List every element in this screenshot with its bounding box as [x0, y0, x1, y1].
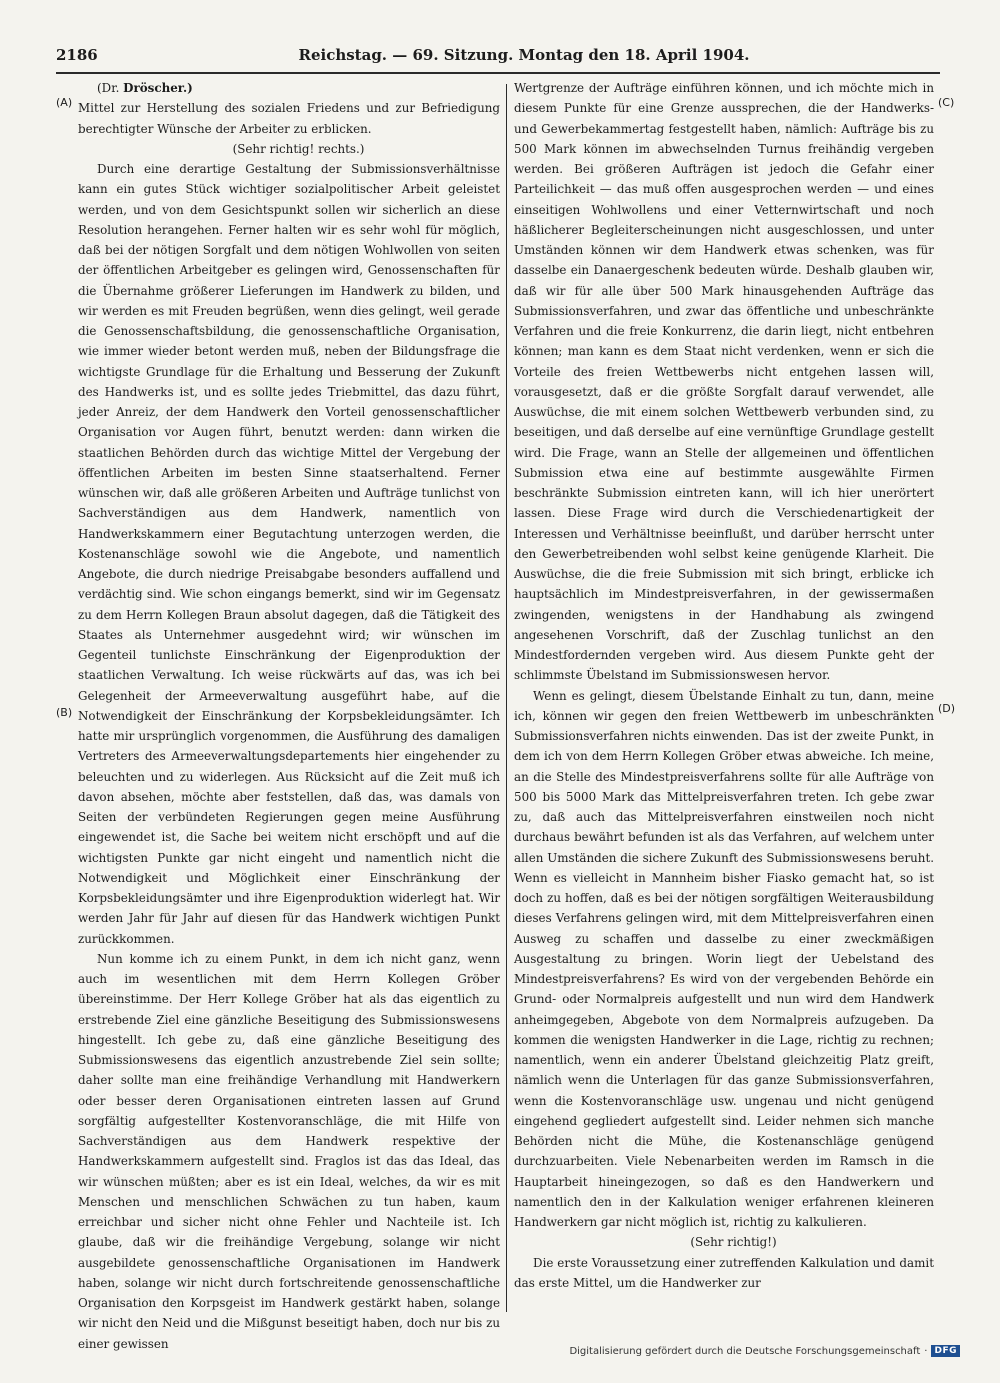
footer-credit: [569, 1343, 960, 1359]
speaker-name: Dröscher.): [123, 81, 193, 95]
paragraph: Wenn es gelingt, diesem Übelstande Einhalt zu tun, dann, meine ich, können wir gegen den freien Wettbewerb im unbeschränkten Submissionsverfahren nichts einwenden. Das ist der zweite Punkt, in dem ich von dem Herrn Kollegen Gröber etwas abweiche. Ich meine, an die Stelle des Mindestpreisverfahrens sollte für alle Aufträge von 500 bis 5000 Mark das Mittelpreisverfahren treten. Ich gebe zwar zu, daß auch das Mittelpreisverfahren einstweilen noch nicht durchaus bewährt befunden ist als das Verfahren, auf welchem unter allen Umständen die sichere Zukunft des Submissionswesens beruht. Wenn es vielleicht in Mannheim bisher Fiasko gemacht hat, so ist doch zu hoffen, daß es bei der nötigen sorgfältigen Weiterausbildung dieses Verfahrens gelingen wird, mit dem Mittelpreisverfahren einen Ausweg zu schaffen und dasselbe zu einer zweckmäßigen Ausgestaltung zu bringen. Worin liegt der Uebelstand des Mindestpreisverfahrens? Es wird von der vergebenden Behörde ein Grund- oder Normalpreis aufgestellt und nun wird dem Handwerk anheimgegeben, Abgebote von dem Normalpreis aufzugeben. Da kommen die wenigsten Handwerker in die Lage, richtig zu rechnen; namentlich, wenn ein anderer Übelstand gleichzeitig Platz greift, nämlich wenn die Unterlagen für das ganze Submissionsverfahren, wenn die Kostenvoranschläge usw. ungenau und nicht genügend eingehend gegliedert aufgestellt sind. Leider nehmen sich manche Behörden nicht die Mühe, die Kostenanschläge genügend durchzuarbeiten. Viele Nebenarbeiten werden im Ramsch in die Hauptarbeit hineingezogen, so daß es den Handwerkern und namentlich den in der Kalkulation weniger erfahrenen kleineren Handwerkern gar nicht möglich ist, richtig zu kalkulieren.: [514, 688, 934, 1229]
page-header: [56, 46, 940, 70]
paragraph: Mittel zur Herstellung des sozialen Friedens und zur Befriedigung berechtigter Wünsche der Arbeiter zu erblicken.: [78, 101, 500, 136]
paragraph: Durch eine derartige Gestaltung der Submissionsverhältnisse kann ein gutes Stück wichtiger sozialpolitischer Arbeit geleistet werden, und von dem Gesichtspunkt sollen wir sicherlich an diese Resolution herangehen. Ferner halten wir es sehr wohl für möglich, daß bei der nötigen Sorgfalt und dem nötigen Wohlwollen von seiten der öffentlichen Arbeitgeber es gelingen wird, Genossenschaften für die Übernahme größerer Lieferungen im Handwerk zu bilden, und wir werden es mit Freuden begrüßen, wenn dies gelingt, weil gerade die Genossenschaftsbildung, die genossenschaftliche Organisation, wie immer wieder betont werden muß, neben der Bildungsfrage die wichtigste Grundlage für die Erhaltung und Besserung der Zukunft des Handwerks ist, und es sollte jedes Triebmittel, das dazu führt, jeder Anreiz, der dem Handwerk den Vorteil genossenschaftlicher Organisation vor Augen führt, benutzt werden: dann wirken die staatlichen Behörden durch das wichtige Mittel der Vergebung der öffentlichen Arbeiten im besten Sinne staatserhaltend. Ferner wünschen wir, daß alle größeren Arbeiten und Aufträge tunlichst von Sachverständigen aus dem Handwerk, namentlich von Handwerkskammern einer Begutachtung unterzogen werden, die Kostenanschläge sowohl wie die Angebote, und namentlich Angebote, die durch niedrige Preisabgabe besonders auffallend und verdächtig sind. Wie schon eingangs bemerkt, sind wir im Gegensatz zu dem Herrn Kollegen Braun absolut dagegen, daß die Tätigkeit des Staates als Unternehmer ausgedehnt wird; wir wünschen im Gegenteil tunlichste Einschränkung der Eigenproduktion der staatlichen Verwaltung. Ich weise rückwärts auf das, was ich bei Gelegenheit der Armeeverwaltung ausgeführt habe, auf die Notwendigkeit der Einschränkung der Korpsbekleidungsämter. Ich hatte mir ursprünglich vorgenommen, die Ausführung des damaligen Vertreters des Armeeverwaltungsdepartements hier eingehender zu beleuchten und zu widerlegen. Aus Rücksicht auf die Zeit muß ich davon absehen, möchte aber feststellen, daß das, was damals von Seiten der verbündeten Regierungen gegen meine Ausführung eingewendet ist, die Sache bei weitem nicht erschöpft und auf die wichtigsten Punkte gar nicht eingeht und namentlich nicht die Notwendigkeit und Möglichkeit einer Einschränkung der Korpsbekleidungsämter und ihre Eigenproduktion widerlegt hat. Wir werden Jahr für Jahr auf diesen für das Handwerk wichtigen Punkt zurückkommen.: [78, 162, 500, 946]
margin-marker-c: (C): [938, 96, 955, 109]
margin-marker-a: (A): [56, 96, 73, 109]
paragraph: Die erste Voraussetzung einer zutreffenden Kalkulation und damit das erste Mittel, um die Handwerker zur: [514, 1255, 934, 1290]
speaker-prefix: (Dr.: [97, 81, 124, 95]
footer-separator: ·: [924, 1345, 928, 1357]
speaker-label: [78, 78, 500, 98]
footer-text: Digitalisierung gefördert durch die Deutsche Forschungsgemeinschaft: [569, 1345, 921, 1357]
right-column: [514, 78, 934, 1314]
column-divider: [506, 84, 507, 1312]
dfg-logo: DFG: [931, 1345, 960, 1357]
interjection: (Sehr richtig! rechts.): [232, 141, 365, 156]
margin-marker-d: (D): [938, 702, 956, 715]
page-number: 2186: [56, 46, 98, 64]
left-column: [78, 78, 500, 1351]
paragraph: Wertgrenze der Aufträge einführen können, und ich möchte mich in diesem Punkte für eine Grenze aussprechen, die der Handwerks- und Gewerbekammertag festgestellt haben, nämlich: Aufträge bis zu 500 Mark können im abwechselnden Turnus freihändig vergeben werden. Bei größeren Aufträgen ist jedoch die Gefahr einer Parteilichkeit — das muß offen ausgesprochen werden — und eines einseitigen Wohlwollens und einer Vetternwirtschaft und noch häßlicherer Begleiterscheinungen nicht ausgeschlossen, und unter Umständen können wir dem Handwerk etwas schenken, was für dasselbe ein Danaergeschenk bedeuten würde. Deshalb glauben wir, daß wir für alle über 500 Mark hinausgehenden Aufträge das Submissionsverfahren, und zwar das öffentliche und unbeschränkte Verfahren und die freie Konkurrenz, die darin liegt, nicht entbehren können; man kann es dem Staat nicht verdenken, wenn er sich die Vorteile des freien Wettbewerbs nicht entgehen lassen will, vorausgesetzt, daß er die größte Sorgfalt darauf verwendet, alle Auswüchse, die mit einem solchen Wettbewerb verbunden sind, zu beseitigen, und daß derselbe auf eine vernünftige Grundlage gestellt wird. Die Frage, wann an Stelle der allgemeinen und öffentlichen Submission etwa eine auf bestimmte ausgewählte Firmen beschränkte Submission eintreten kann, will ich hier unerörtert lassen. Diese Frage wird durch die Verschiedenartigkeit der Interessen und Verhältnisse beeinflußt, und darüber herrscht unter den Gewerbetreibenden wohl selbst keine genügende Klarheit. Die Auswüchse, die die freie Submission mit sich bringt, erblicke ich hauptsächlich im Mindestpreisverfahren, in der gewissermaßen zwingenden, wenigstens in der Handhabung als zwingend angesehenen Vorschrift, daß der Zuschlag tunlichst an den Mindestfordernden vergeben wird. Aus diesem Punkte geht der schlimmste Übelstand im Submissionswesen hervor.: [514, 81, 934, 683]
header-rule: [56, 72, 940, 74]
margin-marker-b: (B): [56, 706, 73, 719]
interjection: (Sehr richtig!): [690, 1235, 777, 1250]
paragraph: Nun komme ich zu einem Punkt, in dem ich nicht ganz, wenn auch im wesentlichen mit dem Herrn Kollegen Gröber übereinstimme. Der Herr Kollege Gröber hat als das eigentlich zu erstrebende Ziel eine gänzliche Beseitigung des Submissionswesens hingestellt. Ich gebe zu, daß eine gänzliche Beseitigung des Submissionswesens das eigentlich anzustrebende Ziel sein sollte; daher sollte man eine freihändige Verhandlung mit Handwerkern oder besser deren Organisationen eintreten lassen auf Grund sorgfältig aufgestellter Kostenvoranschläge, die mit Hilfe von Sachverständigen aus dem Handwerk respektive der Handwerkskammern aufgestellt sind. Fraglos ist das das Ideal, das wir wünschen müßten; aber es ist ein Ideal, welches, da wir es mit Menschen und menschlichen Schwächen zu tun haben, kaum erreichbar und sicher nicht ohne Fehler und Nachteile ist. Ich glaube, daß wir die freihändige Vergebung, solange wir nicht ausgebildete genossenschaftliche Organisationen im Handwerk haben, solange wir nicht durch fortschreitende genossenschaftliche Organisation den Korpsgeist im Handwerk gestärkt haben, solange wir nicht den Neid und die Mißgunst beseitigt haben, doch nur bis zu einer gewissen: [78, 951, 500, 1351]
running-title: Reichstag. — 69. Sitzung. Montag den 18. April 1904.: [298, 46, 750, 64]
